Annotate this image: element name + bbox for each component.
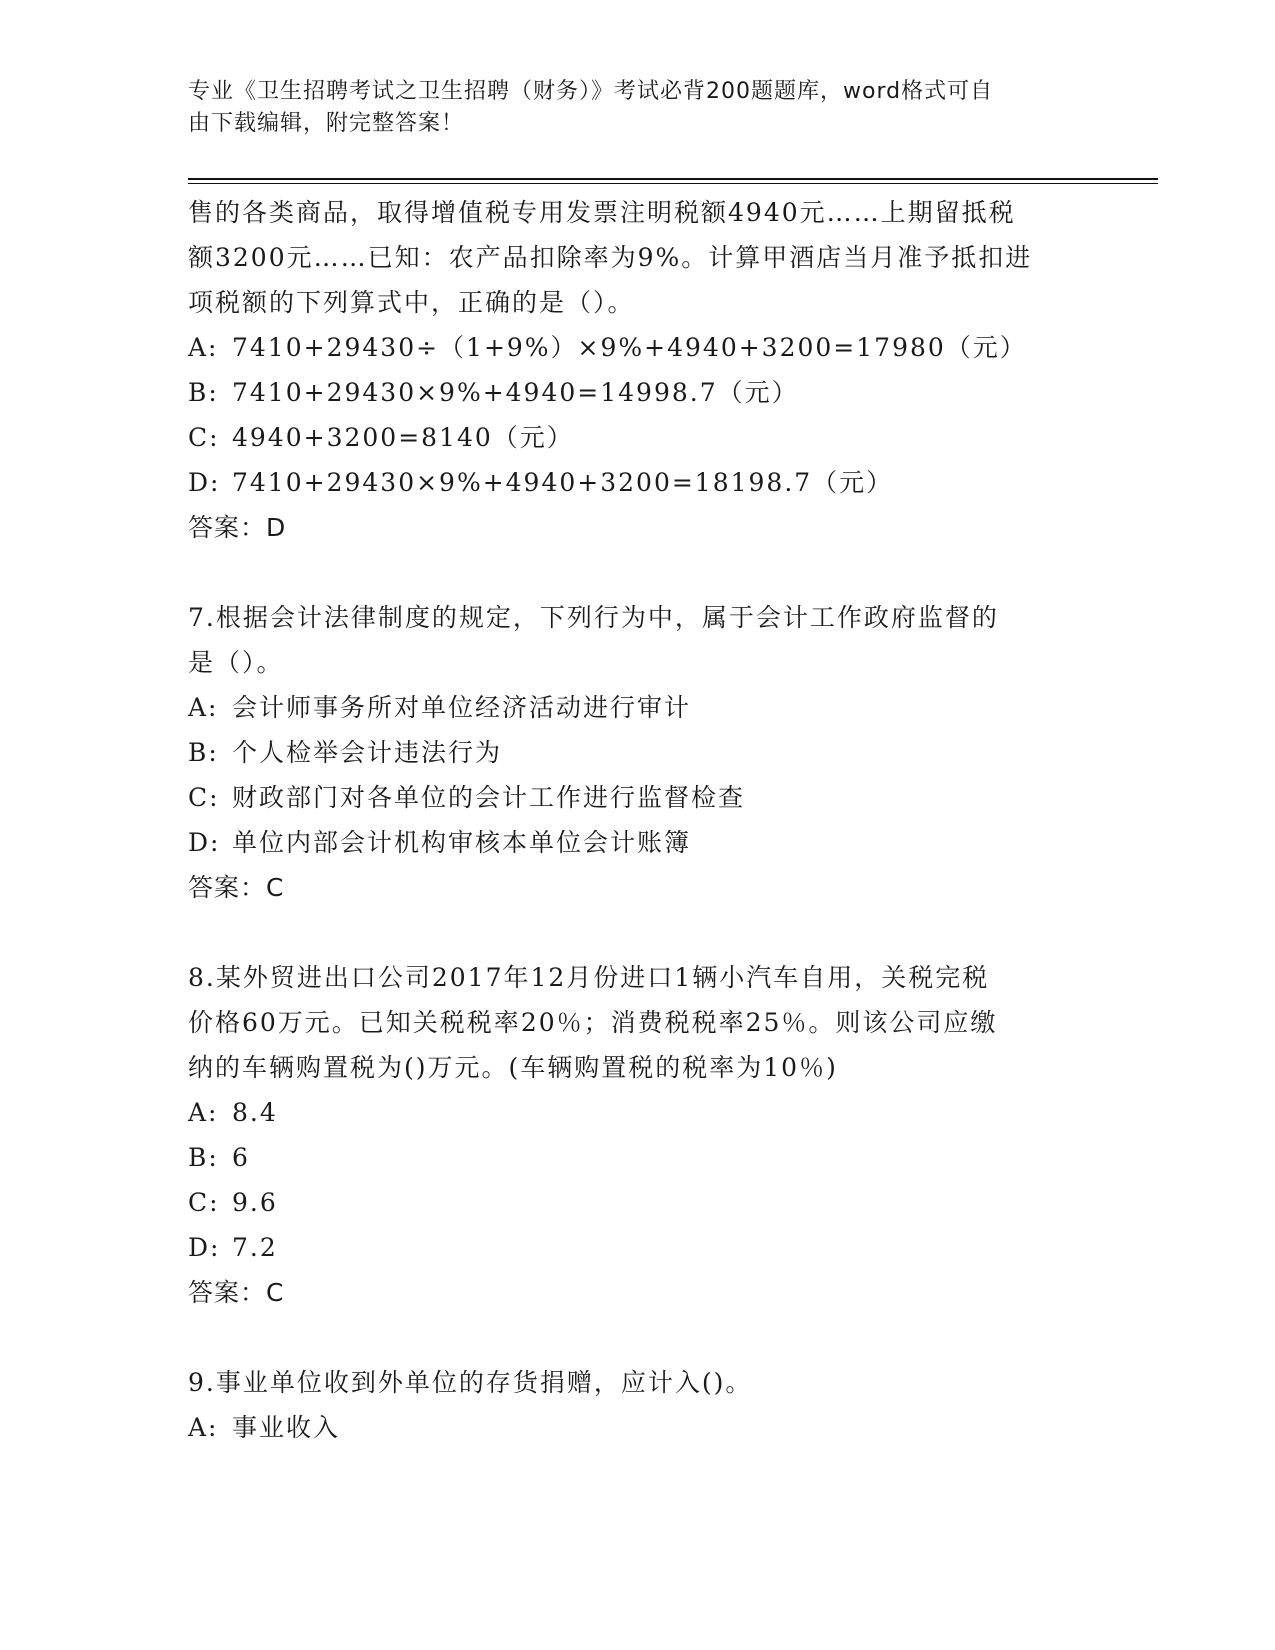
- option-a: [188, 1405, 1088, 1450]
- option-text: 7410+29430×9%+4940=14998.7（元）: [232, 378, 799, 407]
- option-text: 财政部门对各单位的会计工作进行监督检查: [232, 783, 746, 812]
- option-text: 8.4: [232, 1098, 278, 1127]
- option-key: D:: [188, 1233, 221, 1262]
- option-b: [188, 370, 1088, 415]
- question-text-line: 7.根据会计法律制度的规定，下列行为中，属于会计工作政府监督的: [188, 603, 999, 632]
- answer-line: 答案：C: [188, 1278, 285, 1307]
- option-b: [188, 730, 1088, 775]
- option-key: C:: [188, 783, 220, 812]
- option-text: 个人检举会计违法行为: [232, 738, 503, 767]
- question-7: [188, 595, 1088, 910]
- spacer: [188, 910, 1088, 955]
- option-text: 9.6: [232, 1188, 278, 1217]
- document-header: [188, 76, 1068, 140]
- option-a: [188, 685, 1088, 730]
- option-d: [188, 820, 1088, 865]
- question-text-line: 纳的车辆购置税为()万元。(车辆购置税的税率为10％): [188, 1053, 838, 1082]
- option-key: A:: [188, 333, 219, 362]
- option-d: [188, 1225, 1088, 1270]
- answer-line: 答案：C: [188, 873, 285, 902]
- option-key: D:: [188, 828, 221, 857]
- option-b: [188, 1135, 1088, 1180]
- question-text-line: 9.事业单位收到外单位的存货捐赠，应计入()。: [188, 1368, 753, 1397]
- option-text: 6: [232, 1143, 250, 1172]
- document-body: [188, 190, 1088, 1450]
- option-key: A:: [188, 1098, 219, 1127]
- option-a: [188, 325, 1088, 370]
- question-text-line: 8.某外贸进出口公司2017年12月份进口1辆小汽车自用，关税完税: [188, 963, 990, 992]
- question-8: [188, 955, 1088, 1315]
- option-text: 7410+29430×9%+4940+3200=18198.7（元）: [232, 468, 894, 497]
- option-text: 7.2: [232, 1233, 278, 1262]
- option-text: 单位内部会计机构审核本单位会计账簿: [232, 828, 692, 857]
- answer-line: 答案：D: [188, 513, 287, 542]
- option-key: B:: [188, 378, 219, 407]
- option-text: 4940+3200=8140（元）: [232, 423, 574, 452]
- option-text: 会计师事务所对单位经济活动进行审计: [232, 693, 692, 722]
- header-line-1: 专业《卫生招聘考试之卫生招聘（财务）》考试必背200题题库，word格式可自: [188, 79, 994, 104]
- option-a: [188, 1090, 1088, 1135]
- question-6: [188, 190, 1088, 550]
- option-key: B:: [188, 738, 219, 767]
- option-key: D:: [188, 468, 221, 497]
- question-text-line: 额3200元……已知：农产品扣除率为9%。计算甲酒店当月准予抵扣进: [188, 243, 1033, 272]
- option-text: 7410+29430÷（1+9%）×9%+4940+3200=17980（元）: [232, 333, 1027, 362]
- option-c: [188, 415, 1088, 460]
- option-d: [188, 460, 1088, 505]
- option-text: 事业收入: [232, 1413, 341, 1442]
- option-key: A:: [188, 693, 219, 722]
- question-text-line: 是（）。: [188, 648, 284, 677]
- question-text-line: 价格60万元。已知关税税率20％；消费税税率25％。则该公司应缴: [188, 1008, 998, 1037]
- question-text-line: 项税额的下列算式中，正确的是（）。: [188, 288, 635, 317]
- header-rule-thin: [188, 183, 1158, 184]
- option-c: [188, 1180, 1088, 1225]
- option-c: [188, 775, 1088, 820]
- spacer: [188, 550, 1088, 595]
- option-key: C:: [188, 423, 220, 452]
- question-9: [188, 1360, 1088, 1450]
- header-rule-thick: [188, 178, 1158, 180]
- question-text-line: 售的各类商品，取得增值税专用发票注明税额4940元……上期留抵税: [188, 198, 1016, 227]
- option-key: B:: [188, 1143, 219, 1172]
- option-key: C:: [188, 1188, 220, 1217]
- header-line-2: 由下载编辑，附完整答案！: [188, 111, 465, 136]
- spacer: [188, 1315, 1088, 1360]
- option-key: A:: [188, 1413, 219, 1442]
